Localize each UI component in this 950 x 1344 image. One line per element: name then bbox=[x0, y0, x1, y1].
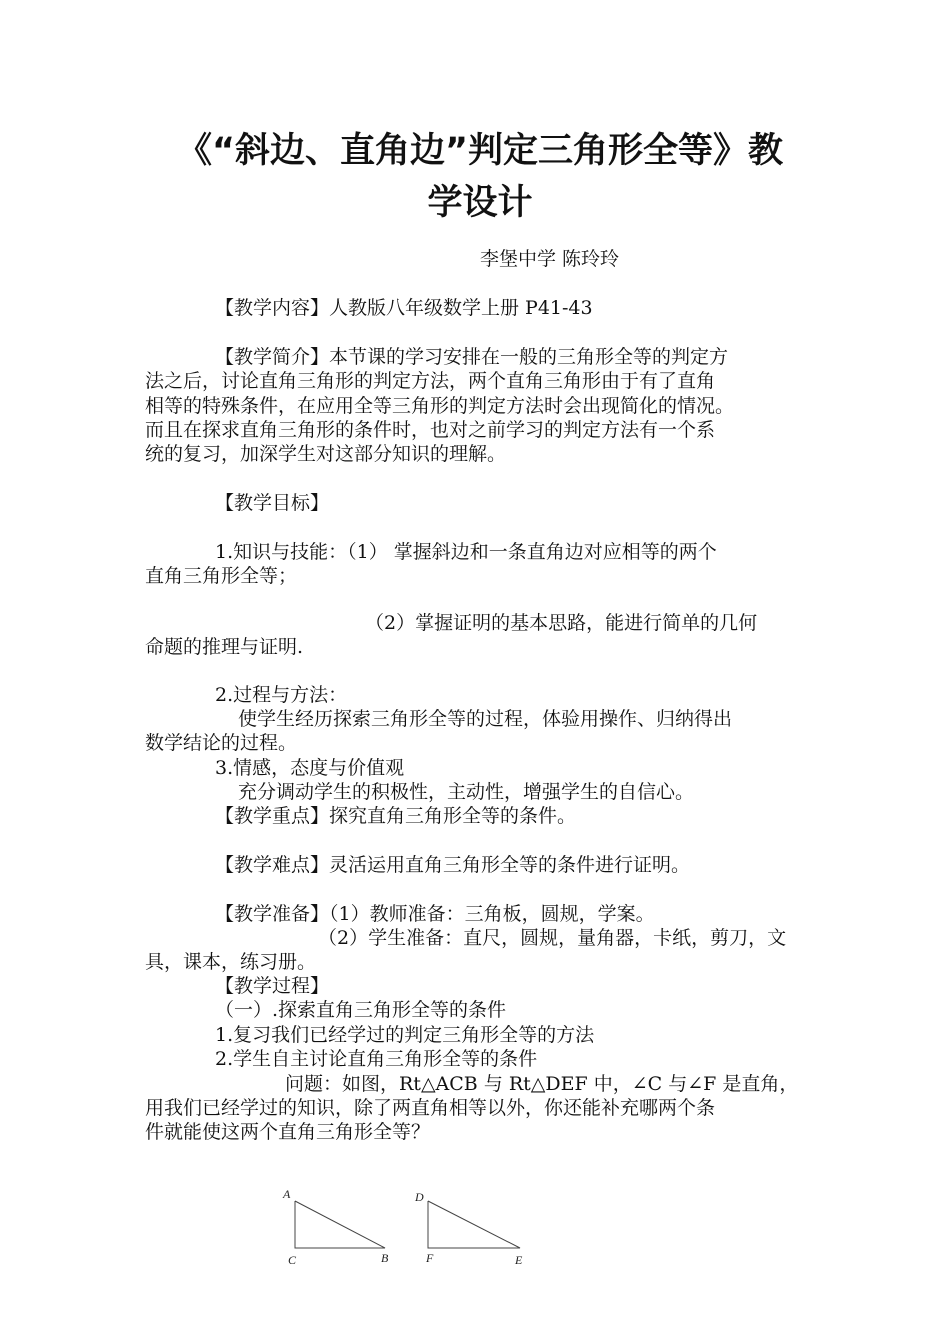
preparation-line: 具，课本，练习册。 bbox=[145, 951, 317, 973]
goal-1b-line: 命题的推理与证明. bbox=[145, 636, 304, 658]
process-line: （一）.探索直角三角形全等的条件 bbox=[215, 999, 507, 1021]
goal-3-line: 充分调动学生的积极性，主动性，增强学生的自信心。 bbox=[238, 781, 695, 803]
goal-1-line: 1.知识与技能：（1） 掌握斜边和一条直角边对应相等的两个 bbox=[215, 541, 717, 563]
goals-heading: 【教学目标】 bbox=[215, 492, 330, 514]
title-line-1: 《“斜边、直角边”判定三角形全等》教 bbox=[176, 131, 783, 171]
title-line-2: 学设计 bbox=[427, 183, 533, 223]
preparation-line: （2）学生准备：直尺，圆规，量角器，卡纸，剪刀，文 bbox=[318, 927, 787, 949]
process-line: 2.学生自主讨论直角三角形全等的条件 bbox=[215, 1048, 538, 1070]
preparation-line: 【教学准备】（1）教师准备：三角板，圆规，学案。 bbox=[215, 903, 655, 925]
author-line: 李堡中学 陈玲玲 bbox=[480, 248, 620, 270]
difficulty: 【教学难点】灵活运用直角三角形全等的条件进行证明。 bbox=[215, 854, 691, 876]
triangle-acb bbox=[295, 1201, 385, 1248]
intro-line: 法之后，讨论直角三角形的判定方法，两个直角三角形由于有了直角 bbox=[145, 370, 716, 392]
question-line: 件就能使这两个直角三角形全等？ bbox=[145, 1121, 431, 1143]
question-line: 用我们已经学过的知识，除了两直角相等以外，你还能补充哪两个条 bbox=[145, 1097, 716, 1119]
question-line: 问题：如图，Rt△ACB 与 Rt△DEF 中，∠C 与∠F 是直角， bbox=[285, 1073, 799, 1095]
vertex-label-b: B bbox=[381, 1251, 389, 1265]
intro-line: 【教学简介】本节课的学习安排在一般的三角形全等的判定方 bbox=[215, 346, 729, 368]
goal-2-line: 使学生经历探索三角形全等的过程，体验用操作、归纳得出 bbox=[238, 708, 733, 730]
vertex-label-f: F bbox=[426, 1251, 434, 1265]
goal-2-line: 数学结论的过程。 bbox=[145, 732, 298, 754]
triangles-figure bbox=[280, 1182, 540, 1272]
vertex-label-c: C bbox=[288, 1253, 297, 1267]
intro-line: 相等的特殊条件，在应用全等三角形的判定方法时会出现简化的情况。 bbox=[145, 395, 735, 417]
intro-line: 统的复习，加深学生对这部分知识的理解。 bbox=[145, 443, 507, 465]
process-line: 1.复习我们已经学过的判定三角形全等的方法 bbox=[215, 1024, 595, 1046]
goal-2-line: 2.过程与方法： bbox=[215, 684, 348, 706]
process-heading: 【教学过程】 bbox=[215, 975, 330, 997]
vertex-label-d: D bbox=[415, 1190, 424, 1204]
vertex-label-e: E bbox=[515, 1253, 523, 1267]
teaching-content: 【教学内容】人教版八年级数学上册 P41-43 bbox=[215, 297, 593, 319]
key-point: 【教学重点】探究直角三角形全等的条件。 bbox=[215, 805, 577, 827]
goal-3-line: 3.情感，态度与价值观 bbox=[215, 757, 405, 779]
triangle-dfe bbox=[428, 1201, 520, 1248]
goal-1-line: 直角三角形全等； bbox=[145, 565, 298, 587]
goal-1b-line: （2）掌握证明的基本思路，能进行简单的几何 bbox=[365, 612, 758, 634]
intro-line: 而且在探求直角三角形的条件时，也对之前学习的判定方法有一个系 bbox=[145, 419, 716, 441]
vertex-label-a: A bbox=[283, 1187, 291, 1201]
